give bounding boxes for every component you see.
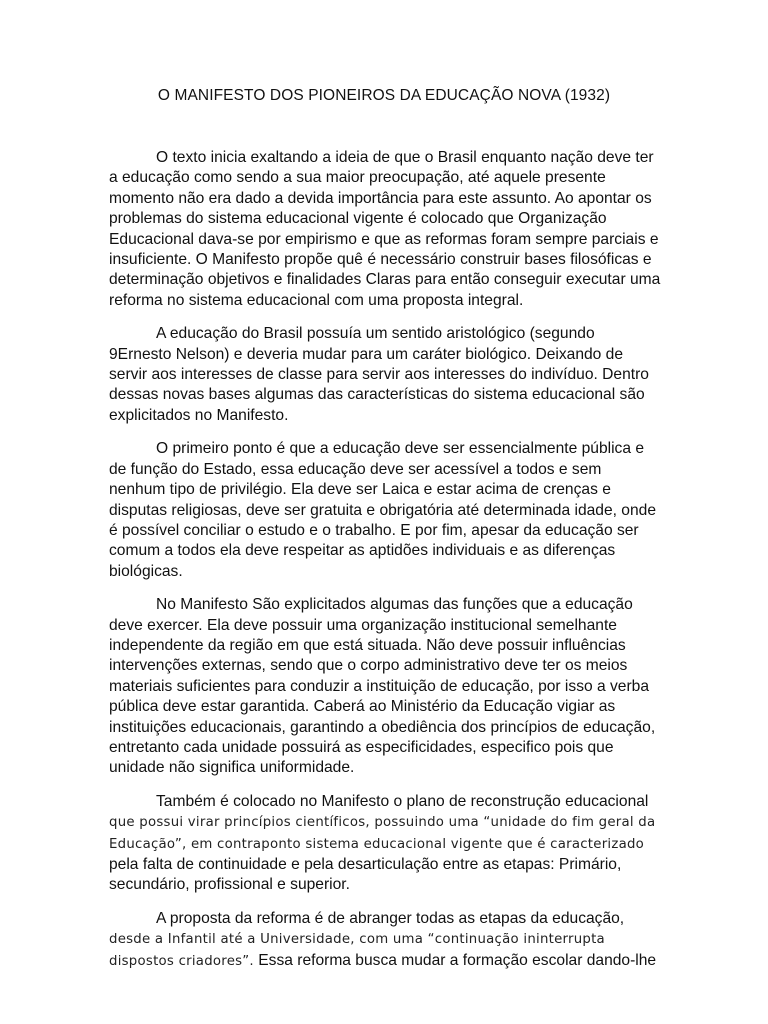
paragraph-5 bbox=[109, 792, 661, 896]
paragraph-text: Também é colocado no Manifesto o plano de reconstrução educacional bbox=[156, 792, 649, 810]
paragraph-text: No Manifesto São explicitados algumas das funções que a educação deve exercer. Ela deve possuir uma organização institucional semelhante independente da região em que está situada. Não deve possuir influências intervenções externas, sendo que o corpo administrativo deve ter os meios materiais suficientes para conduzir a instituição de educação, por isso a verba pública deve estar garantida. Caberá ao Ministério da Educação vigiar as instituições educacionais, garantindo a obediência dos princípios de educação, entretanto cada unidade possuirá as especificidades, especifico pois que unidade não significa uniformidade. bbox=[109, 596, 656, 777]
paragraph-text: O primeiro ponto é que a educação deve ser essencialmente pública e de função do Estado, essa educação deve ser acessível a todos e sem nenhum tipo de privilégio. Ela deve ser Laica e estar acima de crenças e disputas religiosas, deve ser gratuita e obrigatória até determinada idade, onde é possível conciliar o estudo e o trabalho. E por fim, apesar da educação ser comum a todos ela deve respeitar as aptidões individuais e as diferenças biológicas. bbox=[109, 440, 656, 580]
paragraph-quoted-text: que possui virar princípios científicos, possuindo uma “unidade do fim geral da Educação”, em contraponto sistema educacional vigente que é caracterizado bbox=[109, 815, 656, 852]
paragraph-2 bbox=[109, 324, 661, 426]
paragraph-6 bbox=[109, 909, 661, 972]
paragraph-text: pela falta de continuidade e pela desarticulação entre as etapas: Primário, secundário, profissional e superior. bbox=[109, 856, 622, 894]
document-body bbox=[109, 148, 661, 985]
paragraph-1 bbox=[109, 148, 661, 311]
paragraph-3 bbox=[109, 439, 661, 582]
paragraph-text: Essa reforma busca mudar a formação escolar dando-lhe bbox=[253, 951, 657, 969]
paragraph-text: O texto inicia exaltando a ideia de que o Brasil enquanto nação deve ter a educação como sendo a sua maior preocupação, até aquele presente momento não era dado a devida importância para este assunto. Ao apontar os problemas do sistema educacional vigente é colocado que Organização Educacional dava-se por empirismo e que as reformas foram sempre parciais e insuficiente. O Manifesto propõe quê é necessário construir bases filosóficas e determinação objetivos e finalidades Claras para então conseguir executar uma reforma no sistema educacional com uma proposta integral. bbox=[109, 149, 661, 309]
document-title: O MANIFESTO DOS PIONEIROS DA EDUCAÇÃO NOVA (1932) bbox=[157, 87, 611, 104]
paragraph-text: A educação do Brasil possuía um sentido aristológico (segundo 9Ernesto Nelson) e deveria mudar para um caráter biológico. Deixando de servir aos interesses de classe para servir aos interesses do indivíduo. Dentro dessas novas bases algumas das características do sistema educacional são explicitados no Manifesto. bbox=[109, 325, 649, 424]
paragraph-quoted-text: desde a Infantil até a Universidade, com uma “continuação ininterrupta dispostos criadores”. bbox=[109, 932, 605, 969]
paragraph-4 bbox=[109, 595, 661, 779]
paragraph-text: A proposta da reforma é de abranger todas as etapas da educação, bbox=[156, 909, 625, 927]
